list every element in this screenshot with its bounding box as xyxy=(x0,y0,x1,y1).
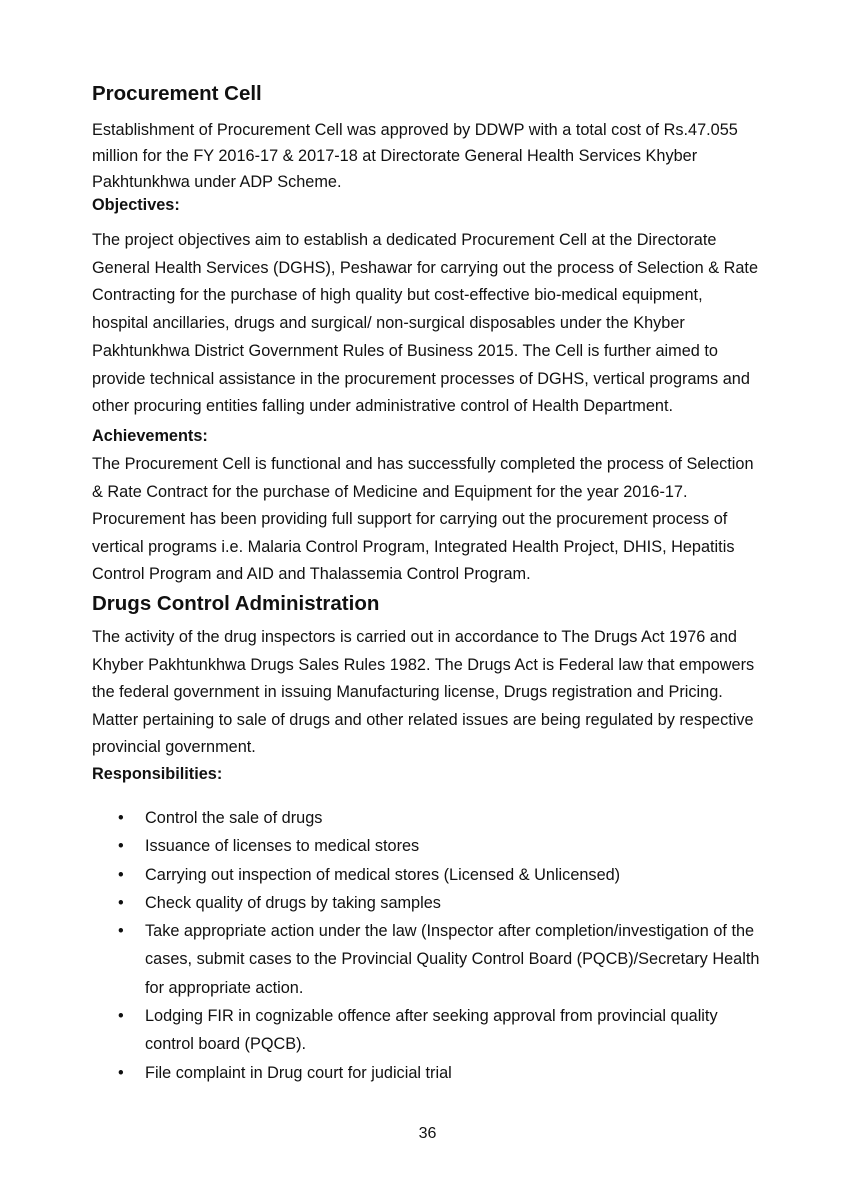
text-line: Control Program and AID and Thalassemia Control Program. xyxy=(92,565,531,583)
bullet-icon: • xyxy=(118,809,124,827)
text-line: vertical programs i.e. Malaria Control Program, Integrated Health Project, DHIS, Hepatitis xyxy=(92,537,735,556)
text-line: Khyber Pakhtunkhwa Drugs Sales Rules 1982. The Drugs Act is Federal law that empowers xyxy=(92,655,755,674)
list-item xyxy=(118,917,759,1002)
text-line: General Health Services (DGHS), Peshawar for carrying out the process of Selection & Rate xyxy=(92,258,759,277)
text-line: provincial government. xyxy=(92,738,256,757)
list-item xyxy=(118,861,759,889)
text-line: Contracting for the purchase of high quality but cost-effective bio-medical equipment, xyxy=(92,286,703,305)
list-item xyxy=(118,889,759,917)
list-item-line: Take appropriate action under the law (Inspector after completion/investigation of the xyxy=(145,922,755,941)
list-item xyxy=(118,1002,759,1059)
list-item-line: Lodging FIR in cognizable offence after seeking approval from provincial quality xyxy=(145,1007,718,1026)
section-title-drugs-control: Drugs Control Administration xyxy=(92,592,380,615)
drugs-intro xyxy=(92,624,815,762)
page-number: 36 xyxy=(418,1125,437,1142)
text-line: The project objectives aim to establish a dedicated Procurement Cell at the Directorate xyxy=(92,231,717,249)
list-item-line: cases, submit cases to the Provincial Quality Control Board (PQCB)/Secretary Health xyxy=(145,950,760,969)
bullet-icon: • xyxy=(118,865,124,884)
list-item xyxy=(118,832,759,860)
text-line: provide technical assistance in the procurement processes of DGHS, vertical programs and xyxy=(92,369,750,388)
bullet-icon: • xyxy=(118,837,124,856)
list-item xyxy=(118,804,759,832)
responsibilities-heading: Responsibilities: xyxy=(92,765,223,783)
text-line: Procurement has been providing full support for carrying out the procurement process of xyxy=(92,510,728,528)
text-line: Pakhtunkhwa District Government Rules of Business 2015. The Cell is further aimed to xyxy=(92,341,718,360)
objectives-heading: Objectives: xyxy=(92,196,180,214)
text-line: the federal government in issuing Manufacturing license, Drugs registration and Pricing. xyxy=(92,683,723,702)
text-line: Matter pertaining to sale of drugs and other related issues are being regulated by respective xyxy=(92,710,754,729)
achievements-text xyxy=(92,451,815,589)
responsibilities-list xyxy=(118,804,759,1087)
list-item xyxy=(118,1059,759,1087)
list-item-line: for appropriate action. xyxy=(145,978,304,997)
bullet-icon: • xyxy=(118,893,124,912)
bullet-icon: • xyxy=(118,922,124,941)
objectives-text xyxy=(92,227,815,421)
text-line: The Procurement Cell is functional and has successfully completed the process of Selection xyxy=(92,455,754,473)
text-line: Establishment of Procurement Cell was approved by DDWP with a total cost of Rs.47.055 xyxy=(92,121,738,139)
bullet-icon: • xyxy=(118,1007,124,1026)
list-item-line: control board (PQCB). xyxy=(145,1035,307,1054)
achievements-heading: Achievements: xyxy=(92,427,208,445)
procurement-intro xyxy=(92,118,815,195)
list-item-line: Check quality of drugs by taking samples xyxy=(145,893,441,912)
list-item-line: Control the sale of drugs xyxy=(145,809,323,827)
section-title-procurement-cell: Procurement Cell xyxy=(92,82,262,105)
text-line: million for the FY 2016-17 & 2017-18 at Directorate General Health Services Khyber xyxy=(92,146,698,165)
list-item-line: Carrying out inspection of medical stores (Licensed & Unlicensed) xyxy=(145,865,621,884)
text-line: & Rate Contract for the purchase of Medicine and Equipment for the year 2016-17. xyxy=(92,482,688,501)
list-item-line: File complaint in Drug court for judicial trial xyxy=(145,1063,452,1082)
bullet-icon: • xyxy=(118,1063,124,1082)
text-line: other procuring entities falling under administrative control of Health Department. xyxy=(92,397,673,416)
text-line: The activity of the drug inspectors is carried out in accordance to The Drugs Act 1976 and xyxy=(92,628,737,646)
text-line: Pakhtunkhwa under ADP Scheme. xyxy=(92,172,342,191)
text-line: hospital ancillaries, drugs and surgical/ non-surgical disposables under the Khyber xyxy=(92,314,685,333)
list-item-line: Issuance of licenses to medical stores xyxy=(145,837,420,856)
